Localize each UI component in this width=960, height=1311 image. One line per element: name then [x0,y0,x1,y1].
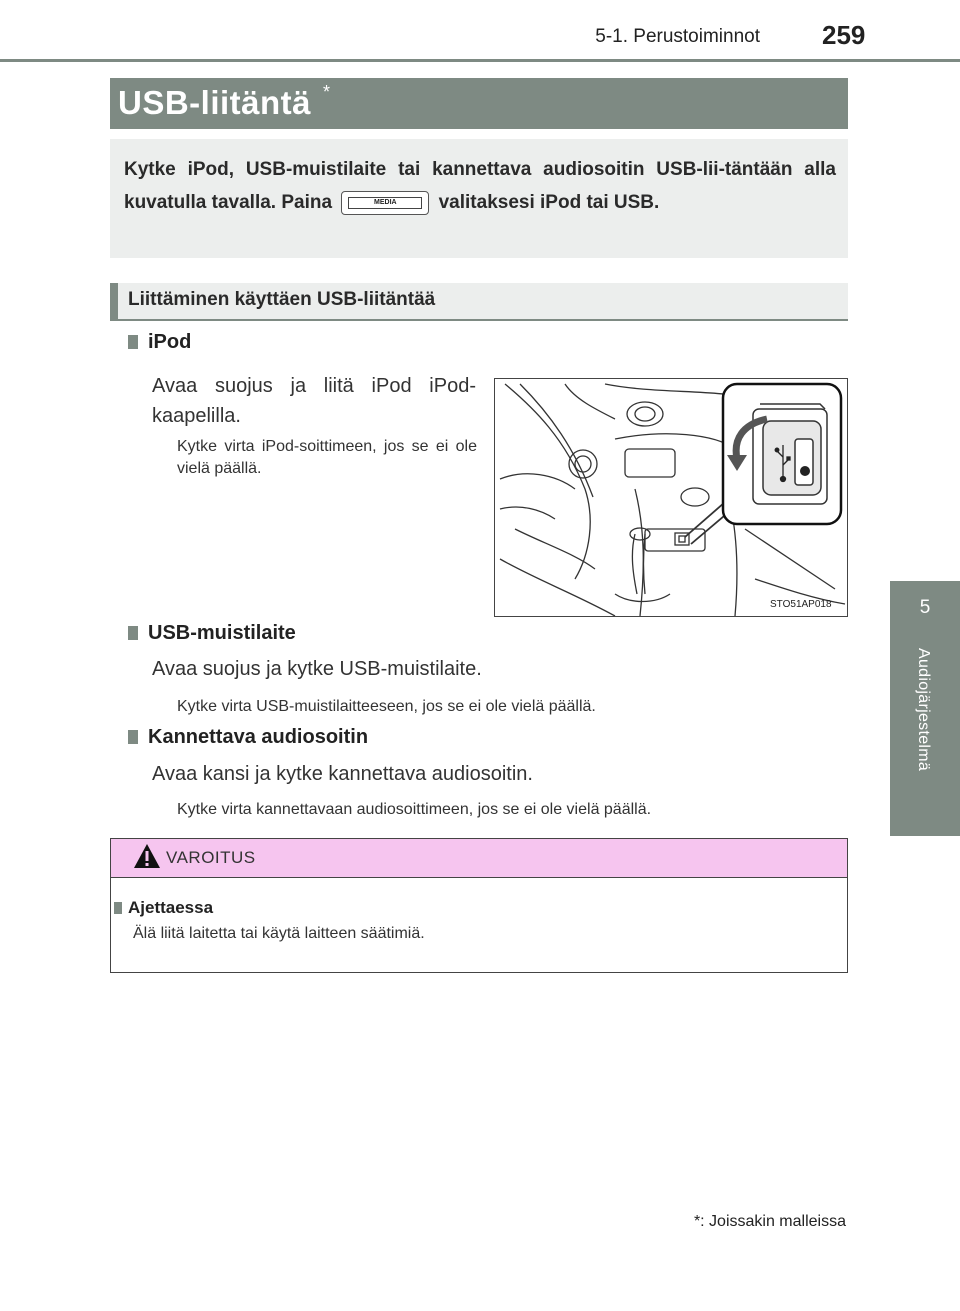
subheader-title: Liittäminen käyttäen USB-liitäntää [128,289,436,310]
section-usb-note: Kytke virta USB-muistilaitteeseen, jos se ei ole vielä päällä. [177,698,596,715]
warning-subtitle-text: Ajettaessa [128,898,214,917]
square-bullet-icon [114,902,122,914]
section-portable-title-text: Kannettava audiosoitin [148,726,369,748]
section-ipod-title-text: iPod [148,331,192,353]
intro-text-after: valitaksesi iPod tai USB. [438,192,660,213]
warning-text: Älä liitä laitetta tai käytä laitteen säätimiä. [133,925,425,942]
warning-triangle-icon [132,842,162,870]
section-portable-text: Avaa kansi ja kytke kannettava audiosoitin. [152,763,533,785]
section-ipod-note: Kytke virta iPod-soittimeen, jos se ei ole vielä päällä. [177,438,477,477]
page-title: USB-liitäntä [118,84,312,121]
warning-title: VAROITUS [166,848,256,867]
figure-caption: STO51AP018 [770,599,832,610]
side-chapter-number: 5 [919,597,931,618]
media-button-label: MEDIA [348,197,422,209]
subheader-accent [110,283,118,321]
media-button-icon [341,191,429,215]
square-bullet-icon [128,335,138,349]
side-chapter-label-container [890,648,960,828]
section-ipod-title [128,331,191,354]
section-usb-title [128,622,296,645]
dashboard-drawing [495,379,847,616]
intro-text [124,153,836,219]
section-usb-text: Avaa suojus ja kytke USB-muistilaite. [152,658,482,680]
footnote: *: Joissakin malleissa [693,1213,846,1230]
header-rule [0,59,960,62]
section-portable-title [128,726,368,749]
intro-text-before: Kytke iPod, USB-muistilaite tai kannettava audiosoitin USB-lii-täntään alla kuvatulla tavalla. Paina [124,159,836,213]
usb-port-illustration [494,378,848,617]
section-portable-note: Kytke virta kannettavaan audiosoittimeen, jos se ei ole vielä päällä. [177,801,652,818]
section-title: 5-1. Perustoiminnot [595,26,760,47]
square-bullet-icon [128,730,138,744]
warning-subtitle [114,898,213,918]
side-chapter-label: Audiojärjestelmä [915,648,932,772]
section-usb-title-text: USB-muistilaite [148,622,296,644]
section-ipod-text: Avaa suojus ja liitä iPod iPod-kaapelilla. [152,375,476,427]
title-footnote-star: * [323,82,331,102]
square-bullet-icon [128,626,138,640]
page-number: 259 [822,20,866,50]
